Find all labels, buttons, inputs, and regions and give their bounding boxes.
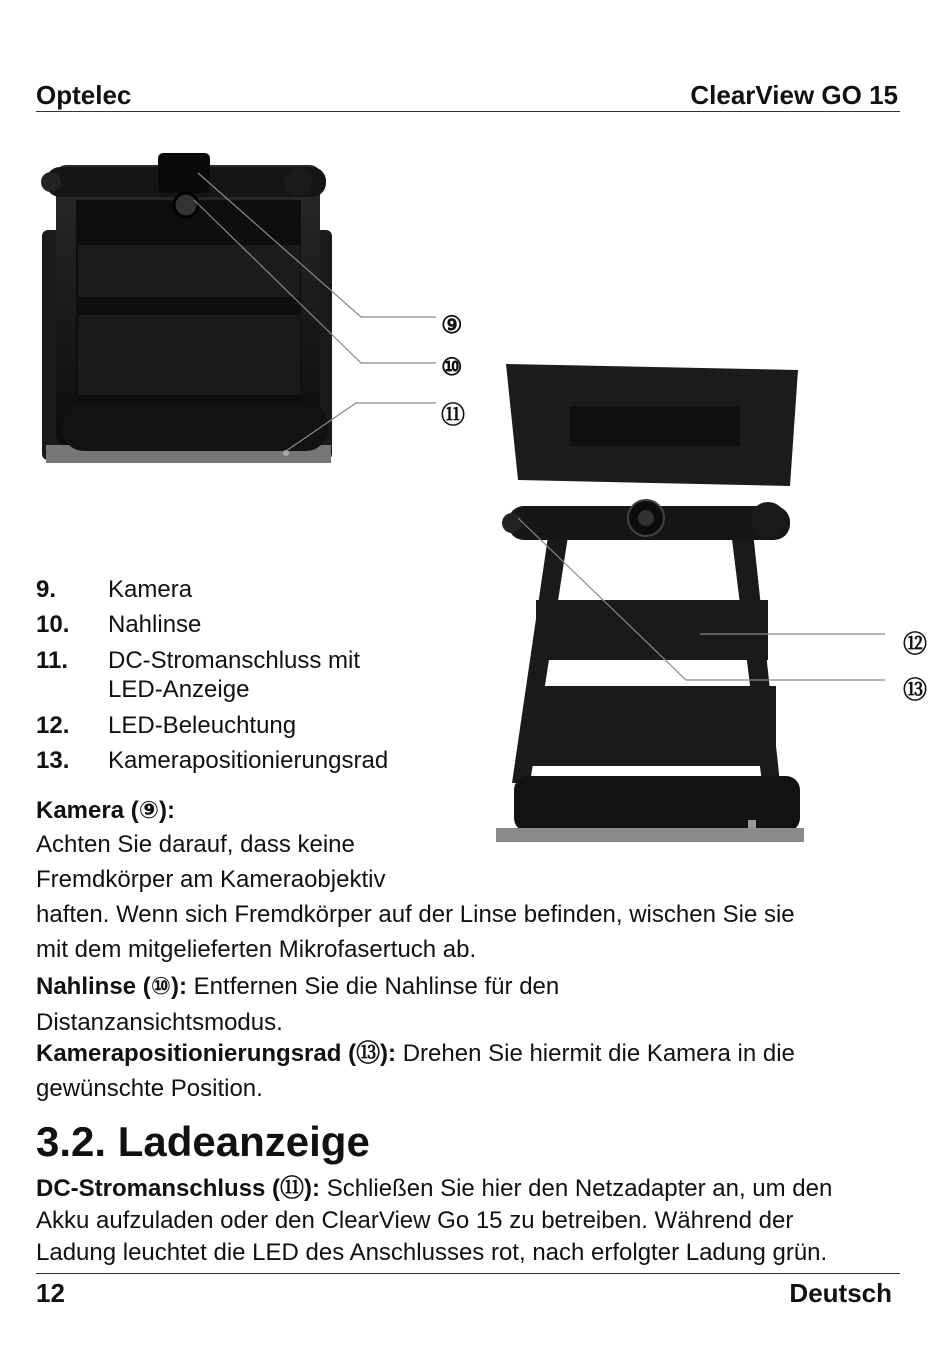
header-product: ClearView GO 15 xyxy=(690,80,898,110)
kamera-term: Kamera (⑨): xyxy=(36,797,176,824)
nahlinse-paragraph: Nahlinse (⑩): Entfernen Sie die Nahlinse für den xyxy=(36,973,560,1000)
kamera-text: mit dem mitgelieferten Mikrofasertuch ab. xyxy=(36,936,477,963)
rad-text: gewünschte Position. xyxy=(36,1075,263,1102)
callout-10: ⑩ xyxy=(441,352,463,381)
kamera-text: haften. Wenn sich Fremdkörper auf der Linse befinden, wischen Sie sie xyxy=(36,901,795,928)
header-rule xyxy=(36,111,900,112)
list-number: 11. xyxy=(36,647,69,674)
device-unfolded-image xyxy=(490,358,900,848)
list-item: DC-Stromanschluss mit xyxy=(108,647,361,674)
section-heading: 3.2. Ladeanzeige xyxy=(36,1118,370,1165)
footer-language: Deutsch xyxy=(789,1278,892,1308)
header-brand: Optelec xyxy=(36,80,132,110)
list-number: 9. xyxy=(36,576,57,603)
dc-text: Ladung leuchtet die LED des Anschlusses rot, nach erfolgter Ladung grün. xyxy=(36,1239,828,1266)
list-item: LED-Beleuchtung xyxy=(108,712,297,739)
callout-11: ⑪ xyxy=(441,400,465,429)
list-item: Kamera xyxy=(108,576,193,603)
callout-9: ⑨ xyxy=(441,310,463,339)
page-number: 12 xyxy=(36,1278,65,1308)
footer-rule xyxy=(36,1273,900,1274)
list-number: 10. xyxy=(36,611,70,638)
list-item-continuation: LED-Anzeige xyxy=(108,676,250,703)
dc-paragraph: DC-Stromanschluss (⑪): Schließen Sie hier den Netzadapter an, um den xyxy=(36,1175,833,1202)
list-number: 13. xyxy=(36,747,70,774)
callout-13: ⑬ xyxy=(903,675,927,704)
dc-text: Akku aufzuladen oder den ClearView Go 15 zu betreiben. Während der xyxy=(36,1207,794,1234)
device-folded-image xyxy=(36,145,486,475)
kamera-text: Fremdkörper am Kameraobjektiv xyxy=(36,866,386,893)
list-item: Kamerapositionierungsrad xyxy=(108,747,389,774)
rad-paragraph: Kamerapositionierungsrad (⑬): Drehen Sie hiermit die Kamera in die xyxy=(36,1040,795,1067)
list-number: 12. xyxy=(36,712,70,739)
kamera-text: Achten Sie darauf, dass keine xyxy=(36,831,355,858)
nahlinse-text: Distanzansichtsmodus. xyxy=(36,1009,283,1036)
list-item: Nahlinse xyxy=(108,611,202,638)
callout-12: ⑫ xyxy=(903,629,927,658)
